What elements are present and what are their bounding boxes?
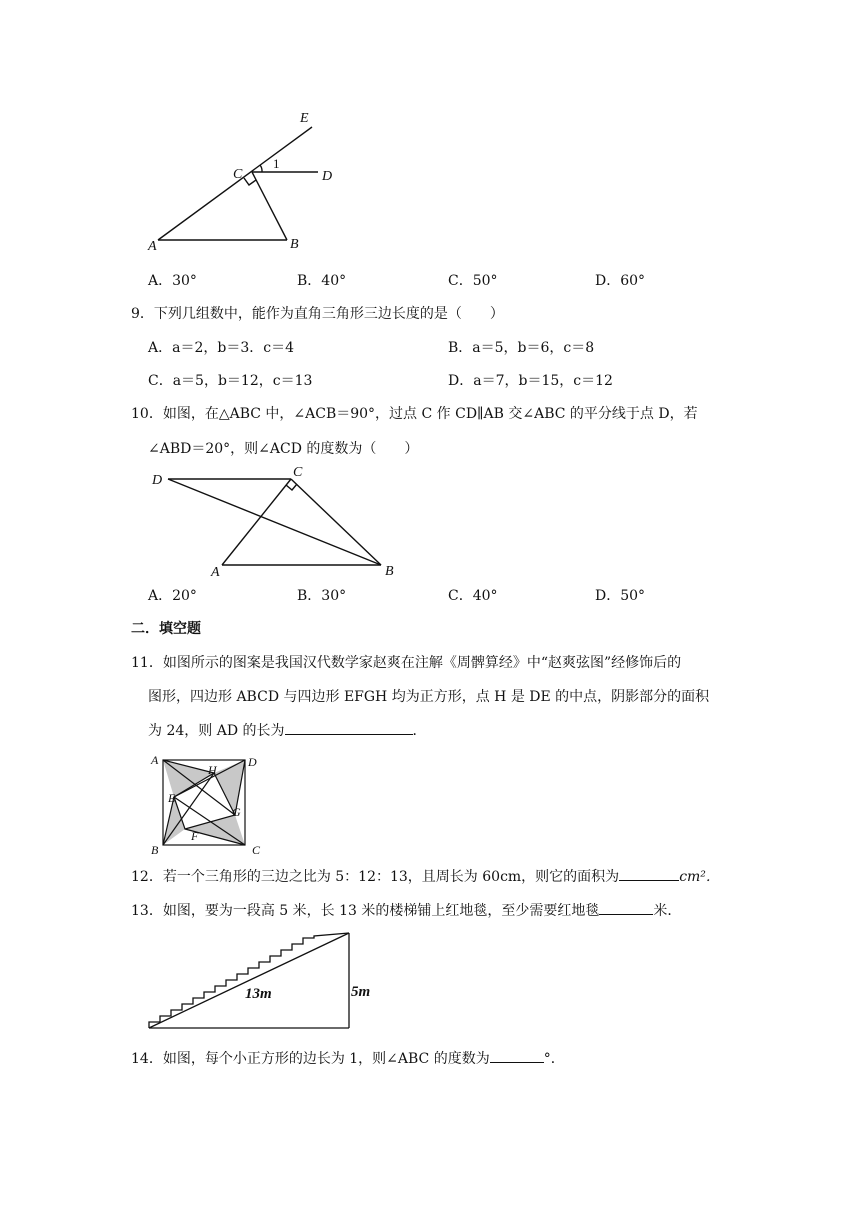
q11-line3-end: ． <box>412 723 427 739</box>
q14-text: 14．如图，每个小正方形的边长为 1，则∠ABC 的度数为 <box>131 1051 490 1067</box>
q13-unit: 米． <box>653 903 682 919</box>
q11-line3 <box>148 720 427 741</box>
q11-figure <box>148 750 268 856</box>
q8-label-D: D <box>322 169 333 184</box>
q12-unit: cm²． <box>679 869 720 885</box>
q10-option-b: B．30° <box>297 588 347 604</box>
q14-answer-blank[interactable] <box>490 1048 544 1063</box>
q10-option-c: C．40° <box>448 588 498 604</box>
q11-label-B: B <box>151 843 159 856</box>
q10-stem-line2: ∠ABD＝20°，则∠ACD 的度数为（ ） <box>148 441 419 457</box>
q11-label-D: D <box>248 755 257 769</box>
q13-label-height: 5m <box>351 984 371 1000</box>
q11-label-A: A <box>151 753 159 767</box>
q9-option-b: B．a＝5，b＝6，c＝8 <box>448 340 595 356</box>
q8-label-1: 1 <box>273 156 280 171</box>
q13-label-length: 13m <box>245 986 272 1002</box>
section-fill-in-title: 二．填空题 <box>131 621 201 637</box>
q10-label-A: A <box>211 565 220 580</box>
q8-option-a: A．30° <box>148 273 197 289</box>
q11-line2: 图形，四边形 ABCD 与四边形 EFGH 均为正方形，点 H 是 DE 的中点，阴影部分的面积 <box>148 689 710 705</box>
q12-answer-blank[interactable] <box>619 866 679 881</box>
q8-option-c: C．50° <box>448 273 498 289</box>
q11-label-G: G <box>232 805 241 819</box>
q11-label-C: C <box>252 843 261 856</box>
q11-answer-blank[interactable] <box>285 720 413 735</box>
q13-text: 13．如图，要为一段高 5 米，长 13 米的楼梯铺上红地毯，至少需要红地毯 <box>131 903 600 919</box>
q9-option-d: D．a＝7，b＝15，c＝12 <box>448 373 613 389</box>
q8-figure <box>140 100 350 260</box>
q11-label-H: H <box>208 763 217 777</box>
q10-label-B: B <box>385 564 394 579</box>
q8-option-b: B．40° <box>297 273 347 289</box>
q9-option-c: C．a＝5，b＝12，c＝13 <box>148 373 313 389</box>
q8-label-A: A <box>148 239 157 254</box>
q8-label-C: C <box>233 167 243 182</box>
q9-option-a: A．a＝2，b＝3．c＝4 <box>148 340 294 356</box>
q10-option-d: D．50° <box>595 588 646 604</box>
q11-line1: 11．如图所示的图案是我国汉代数学家赵爽在注解《周髀算经》中“赵爽弦图”经修饰后的 <box>131 655 682 671</box>
q13-line <box>131 900 681 921</box>
q11-label-F: F <box>191 829 199 843</box>
q8-option-d: D．60° <box>595 273 646 289</box>
q11-line3-text: 为 24，则 AD 的长为 <box>148 723 285 739</box>
q13-answer-blank[interactable] <box>599 900 653 915</box>
q10-stem-line1: 10．如图，在△ABC 中，∠ACB＝90°，过点 C 作 CD∥AB 交∠ABC 的平分线于点 D，若 <box>131 406 698 422</box>
q10-option-a: A．20° <box>148 588 197 604</box>
q12-line <box>131 866 720 887</box>
q13-figure <box>145 928 385 1034</box>
q14-line <box>131 1048 565 1069</box>
q9-stem: 9．下列几组数中，能作为直角三角形三边长度的是（ ） <box>131 306 504 322</box>
q11-label-E: E <box>168 791 176 805</box>
q10-figure <box>148 462 408 582</box>
q10-label-D: D <box>152 473 163 488</box>
q8-label-E: E <box>300 111 309 126</box>
q12-text: 12．若一个三角形的三边之比为 5：12：13，且周长为 60cm，则它的面积为 <box>131 869 620 885</box>
q10-label-C: C <box>293 465 303 480</box>
q8-label-B: B <box>290 237 299 252</box>
q14-unit: °． <box>543 1051 565 1067</box>
